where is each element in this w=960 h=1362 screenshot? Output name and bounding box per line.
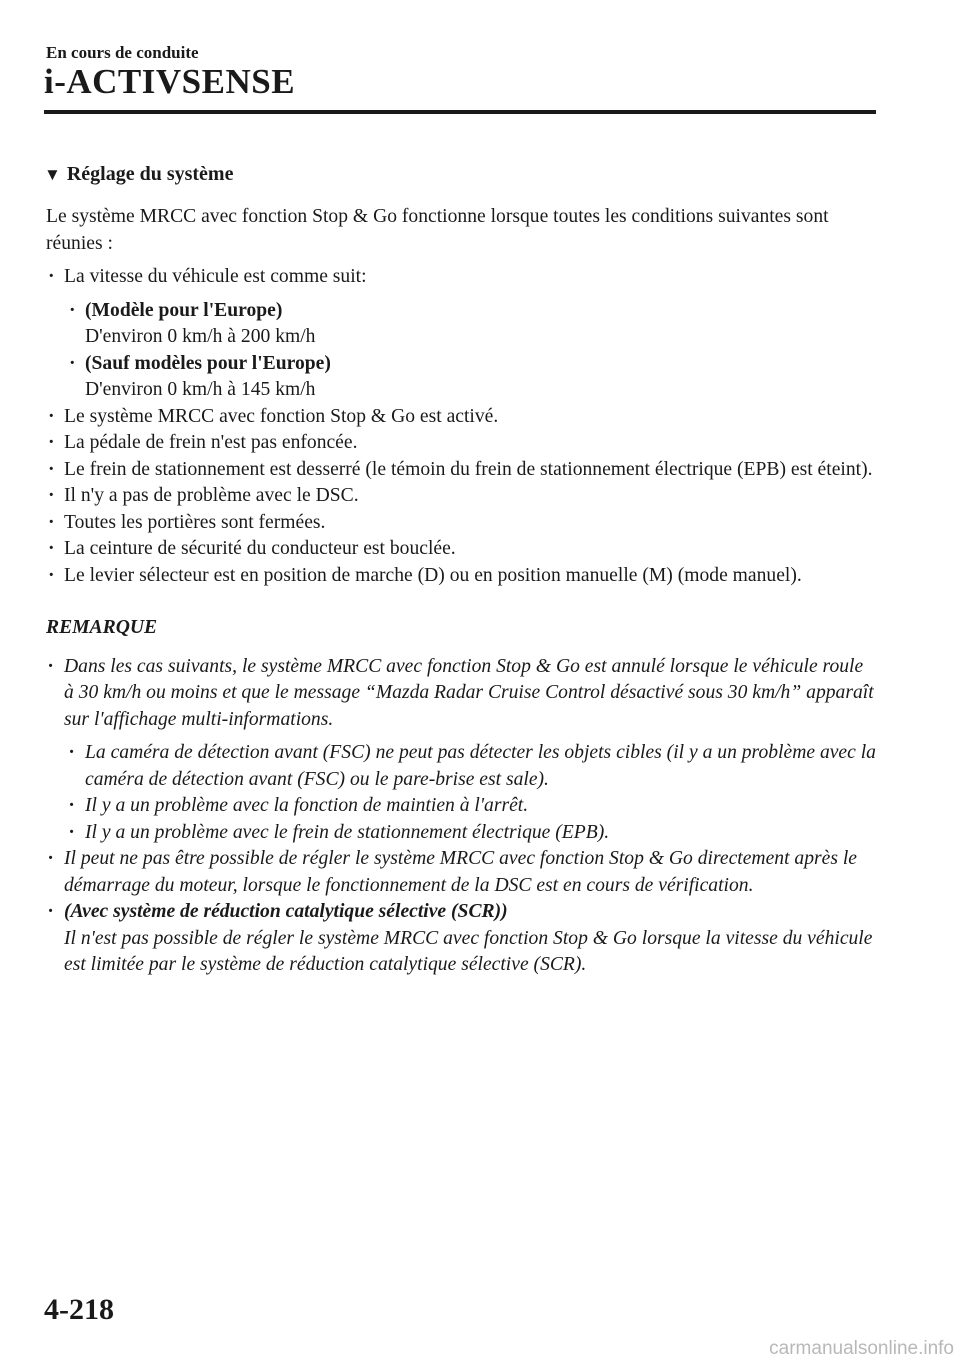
condition-text: Le frein de stationnement est desserré (le témoin du frein de stationnement électrique (EPB) est éteint). (64, 458, 873, 480)
list-item-europe (67, 298, 876, 351)
header-rule (44, 110, 876, 114)
list-item (46, 483, 876, 510)
europe-range: D'environ 0 km/h à 200 km/h (85, 326, 316, 347)
bullet-icon: · (69, 742, 74, 763)
bullet-icon: · (69, 352, 76, 374)
list-item-speed (46, 264, 876, 291)
speed-text: La vitesse du véhicule est comme suit: (64, 266, 367, 287)
bullet-icon: · (48, 485, 55, 506)
other-label: (Sauf modèles pour l'Europe) (85, 352, 331, 374)
list-item-other (67, 351, 876, 404)
note-subtext: Il y a un problème avec le frein de stationnement électrique (EPB). (85, 821, 610, 843)
note-list (46, 654, 876, 979)
note-text: Il peut ne pas être possible de régler le système MRCC avec fonction Stop & Go directement après le démarrage du moteur, lorsque le fonctionnement de la DSC est en cours de vérification. (64, 848, 857, 896)
triangle-marker-icon: ▼ (44, 165, 61, 184)
watermark: carmanualsonline.info (769, 1338, 954, 1359)
note-scr-text: Il n'est pas possible de régler le système MRCC avec fonction Stop & Go lorsque la vitesse du véhicule est limitée par le système de réduction catalytique sélective (SCR). (64, 927, 873, 975)
bullet-icon: · (69, 299, 76, 321)
bullet-icon: · (48, 511, 55, 533)
note-subtext: Il y a un problème avec la fonction de maintien à l'arrêt. (85, 795, 529, 816)
bullet-icon: · (48, 538, 55, 559)
bullet-icon: · (48, 432, 55, 453)
note-subtext: La caméra de détection avant (FSC) ne peut pas détecter les objets cibles (il y a un problème avec la caméra de détection avant (FSC) ou le pare-brise est sale). (85, 742, 876, 790)
other-range: D'environ 0 km/h à 145 km/h (85, 379, 316, 400)
bullet-icon: · (48, 458, 55, 480)
subsection-heading (44, 163, 233, 186)
note-subitem (67, 793, 876, 820)
note-text: Dans les cas suivants, le système MRCC avec fonction Stop & Go est annulé lorsque le véhicule roule à 30 km/h ou moins et que le message “Mazda Radar Cruise Control désactivé sous 30 km/h” apparaît sur l'affichage multi-informations. (64, 655, 874, 730)
note-subitem (67, 820, 876, 847)
bullet-icon: · (48, 848, 53, 869)
condition-text: Le système MRCC avec fonction Stop & Go est activé. (64, 405, 499, 427)
bullet-icon: · (48, 901, 53, 922)
note-item (46, 899, 876, 979)
list-item (46, 563, 876, 590)
bullet-icon: · (69, 795, 74, 816)
condition-text: Le levier sélecteur est en position de marche (D) ou en position manuelle (M) (mode manuel). (64, 564, 802, 586)
list-item (46, 457, 876, 484)
condition-text: La ceinture de sécurité du conducteur est bouclée. (64, 538, 456, 559)
list-item (46, 510, 876, 537)
list-item (46, 404, 876, 431)
bullet-icon: · (48, 564, 55, 586)
note-subitem (67, 740, 876, 793)
condition-text: La pédale de frein n'est pas enfoncée. (64, 432, 358, 453)
bullet-icon: · (69, 821, 74, 843)
subsection-title: Réglage du système (66, 163, 234, 185)
page-number: 4-218 (44, 1293, 114, 1326)
condition-text: Toutes les portières sont fermées. (64, 511, 326, 533)
section-title: i-ACTIVSENSE (44, 62, 296, 101)
list-item (46, 430, 876, 457)
intro-paragraph: Le système MRCC avec fonction Stop & Go fonctionne lorsque toutes les conditions suivantes sont réunies : (46, 206, 829, 254)
condition-text: Il n'y a pas de problème avec le DSC. (64, 485, 359, 506)
note-title: REMARQUE (46, 617, 158, 638)
note-scr-label: (Avec système de réduction catalytique sélective (SCR)) (64, 901, 508, 922)
europe-label: (Modèle pour l'Europe) (85, 299, 283, 321)
bullet-icon: · (48, 655, 53, 677)
note-item (46, 654, 876, 734)
chapter-label: En cours de conduite (46, 43, 199, 62)
note-item (46, 846, 876, 899)
bullet-icon: · (48, 266, 55, 287)
list-item (46, 536, 876, 563)
body-content (46, 204, 876, 979)
bullet-icon: · (48, 405, 55, 427)
